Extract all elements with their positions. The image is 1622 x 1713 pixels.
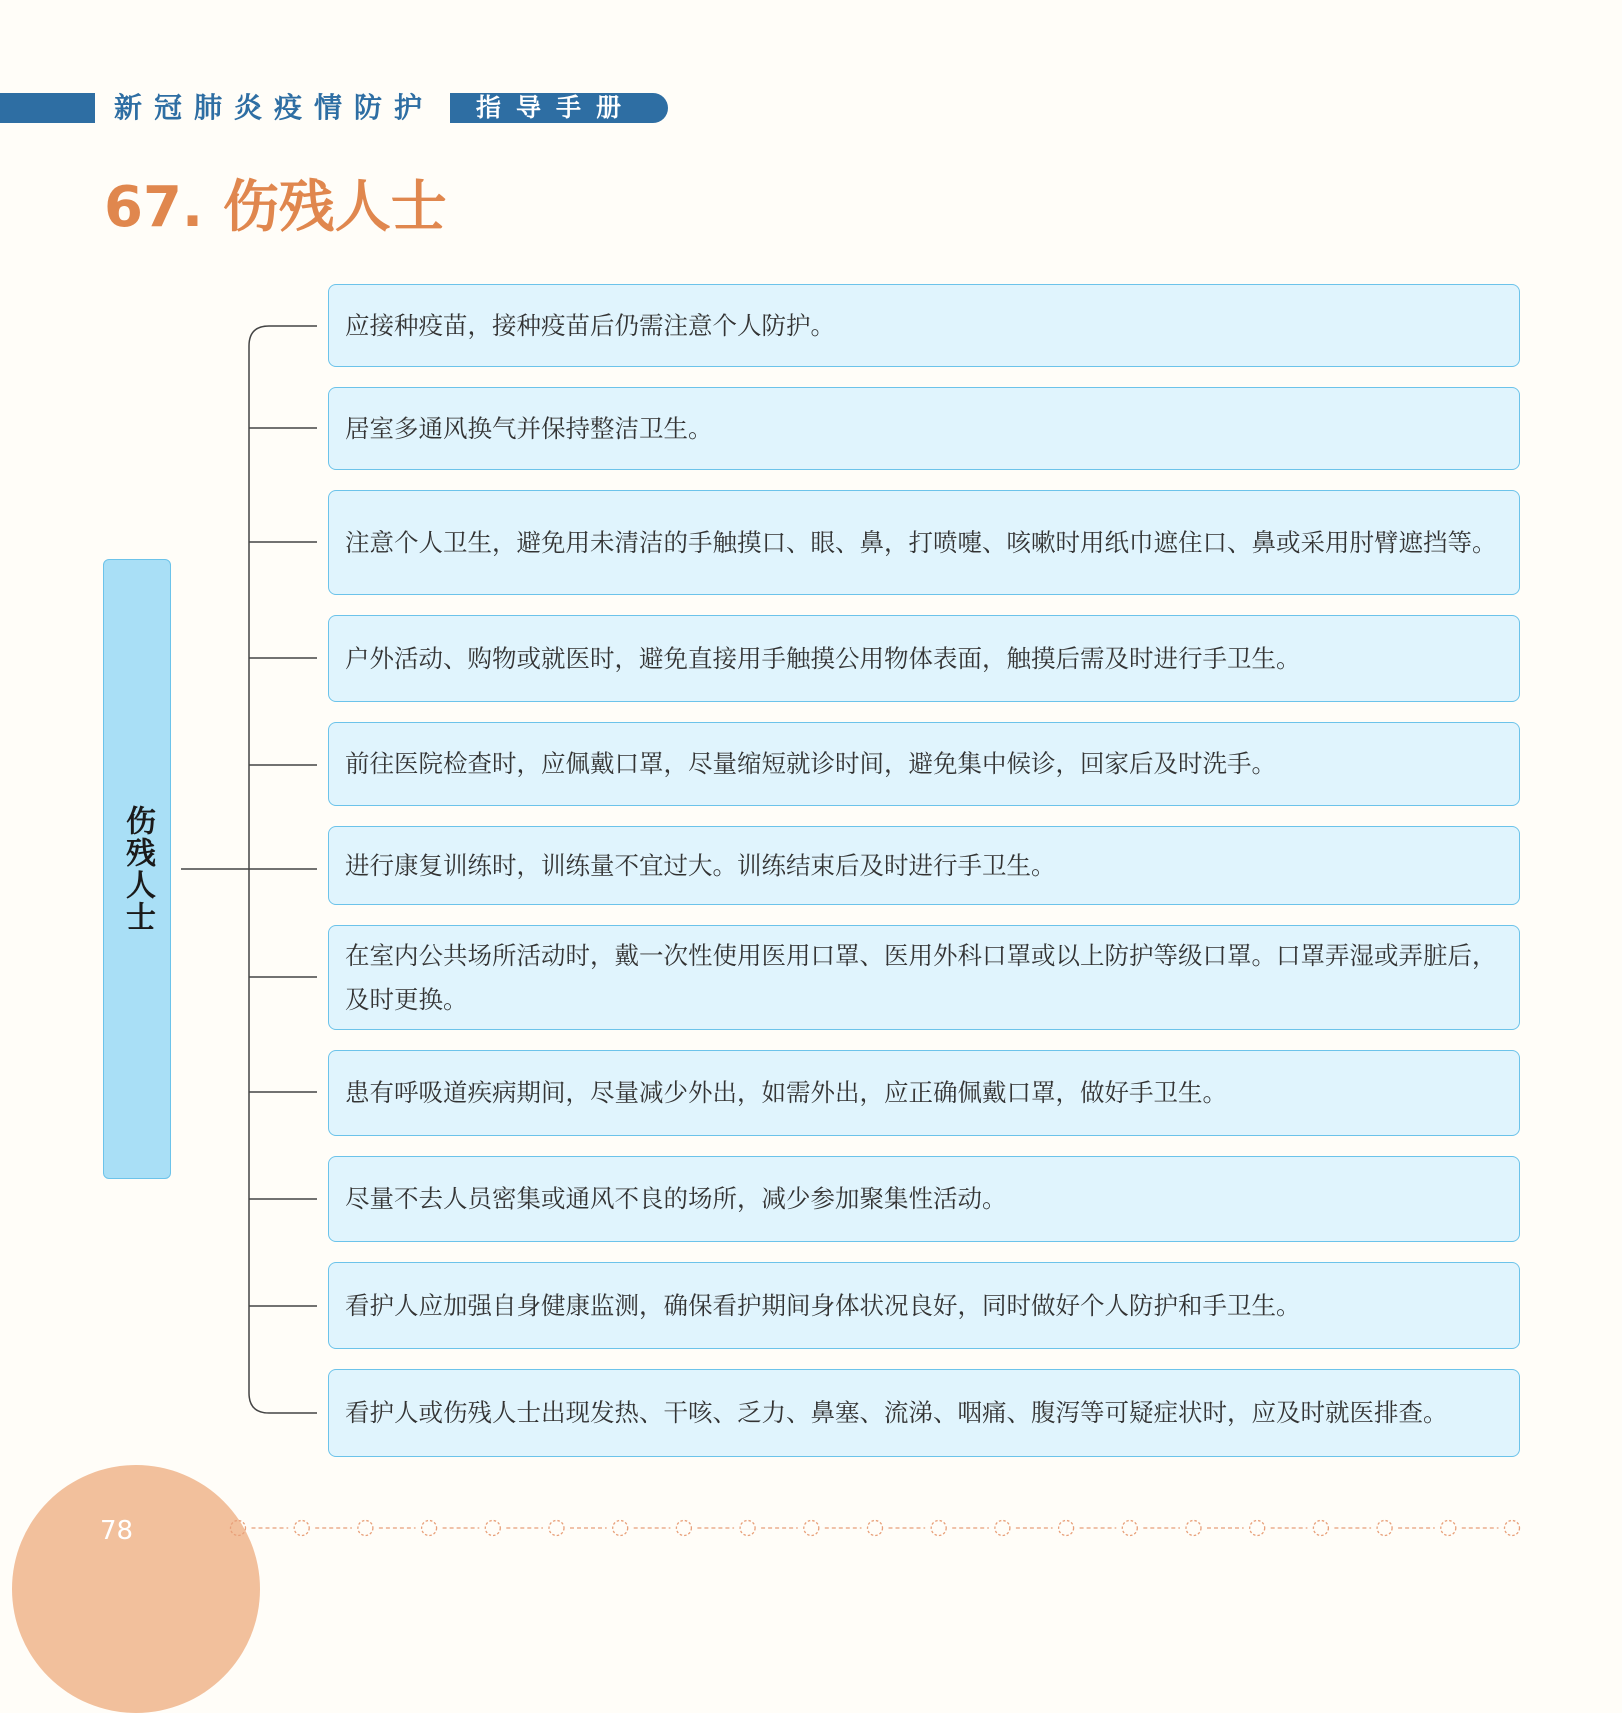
guideline-text: 尽量不去人员密集或通风不良的场所，减少参加聚集性活动。	[345, 1184, 1007, 1213]
decorative-dot	[1059, 1521, 1074, 1536]
guideline-text: 在室内公共场所活动时，戴一次性使用医用口罩、医用外科口罩或以上防护等级口罩。口罩弄湿或弄脏后，及时更换。	[345, 940, 1497, 1014]
decorative-dot	[1250, 1521, 1265, 1536]
decorative-dot	[995, 1521, 1010, 1536]
header-title: 新冠肺炎疫情防护	[114, 91, 435, 124]
decorative-dot	[804, 1521, 819, 1536]
guideline-text: 患有呼吸道疾病期间，尽量减少外出，如需外出，应正确佩戴口罩，做好手卫生。	[345, 1078, 1227, 1107]
decorative-dot	[1505, 1521, 1520, 1536]
decorative-dot	[358, 1521, 373, 1536]
decorative-dot	[676, 1521, 691, 1536]
category-label: 伤残人士	[120, 805, 155, 933]
decorative-dot	[1377, 1521, 1392, 1536]
decorative-dot	[613, 1521, 628, 1536]
decorative-dot	[931, 1521, 946, 1536]
section-title: 67. 伤残人士	[104, 175, 447, 240]
guideline-text: 看护人或伤残人士出现发热、干咳、乏力、鼻塞、流涕、咽痛、腹泻等可疑症状时，应及时就医排查。	[345, 1398, 1448, 1427]
decorative-dot	[549, 1521, 564, 1536]
decorative-dot	[231, 1521, 246, 1536]
guideline-text: 注意个人卫生，避免用未清洁的手触摸口、眼、鼻，打喷嚏、咳嗽时用纸巾遮住口、鼻或采用肘臂遮挡等。	[345, 527, 1497, 557]
guideline-text: 进行康复训练时，训练量不宜过大。训练结束后及时进行手卫生。	[345, 850, 1056, 880]
guideline-text: 户外活动、购物或就医时，避免直接用手触摸公用物体表面，触摸后需及时进行手卫生。	[345, 643, 1301, 673]
decorative-dot	[1313, 1521, 1328, 1536]
guideline-text: 应接种疫苗，接种疫苗后仍需注意个人防护。	[345, 310, 835, 340]
guideline-text: 前往医院检查时，应佩戴口罩，尽量缩短就诊时间，避免集中候诊，回家后及时洗手。	[345, 749, 1276, 778]
guideline-text: 看护人应加强自身健康监测，确保看护期间身体状况良好，同时做好个人防护和手卫生。	[345, 1290, 1301, 1320]
decorative-dot	[294, 1521, 309, 1536]
decorative-dot	[422, 1521, 437, 1536]
page-number: 78	[100, 1516, 134, 1546]
decorative-dot	[1122, 1521, 1137, 1536]
decorative-dot	[485, 1521, 500, 1536]
decorative-dot	[1186, 1521, 1201, 1536]
guideline-text: 居室多通风换气并保持整洁卫生。	[345, 413, 713, 443]
decorative-dot	[1441, 1521, 1456, 1536]
decorative-dot	[868, 1521, 883, 1536]
header-tag-label: 指导手册	[476, 93, 637, 122]
decorative-dot	[740, 1521, 755, 1536]
